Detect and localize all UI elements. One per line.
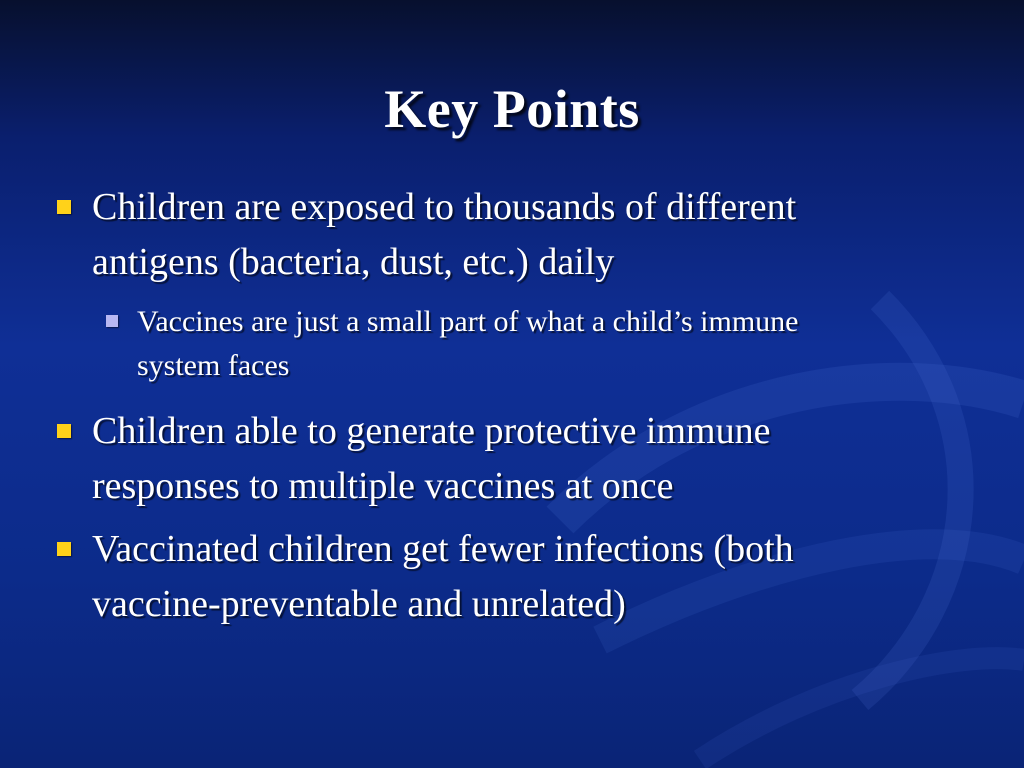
- bullet-item-2: [92, 404, 982, 514]
- sub-bullet-item-1: [137, 300, 997, 388]
- slide-title: Key Points: [384, 79, 640, 139]
- bullet-2-line-1: Children able to generate protective immune: [92, 410, 771, 452]
- square-sub-bullet-icon: [106, 315, 118, 327]
- bullet-3-line-1: Vaccinated children get fewer infections (both: [92, 528, 794, 570]
- bullet-1-line-2: antigens (bacteria, dust, etc.) daily: [92, 241, 615, 283]
- bullet-item-1: [92, 180, 982, 290]
- sub-bullet-1-line-1: Vaccines are just a small part of what a child’s immune: [137, 305, 799, 338]
- bullet-item-3: [92, 522, 982, 632]
- square-bullet-icon: [57, 542, 71, 556]
- square-bullet-icon: [57, 424, 71, 438]
- bullet-2-line-2: responses to multiple vaccines at once: [92, 465, 674, 507]
- sub-bullet-1-line-2: system faces: [137, 349, 290, 382]
- bullet-3-line-2: vaccine-preventable and unrelated): [92, 583, 626, 625]
- bullet-1-line-1: Children are exposed to thousands of different: [92, 186, 797, 228]
- square-bullet-icon: [57, 200, 71, 214]
